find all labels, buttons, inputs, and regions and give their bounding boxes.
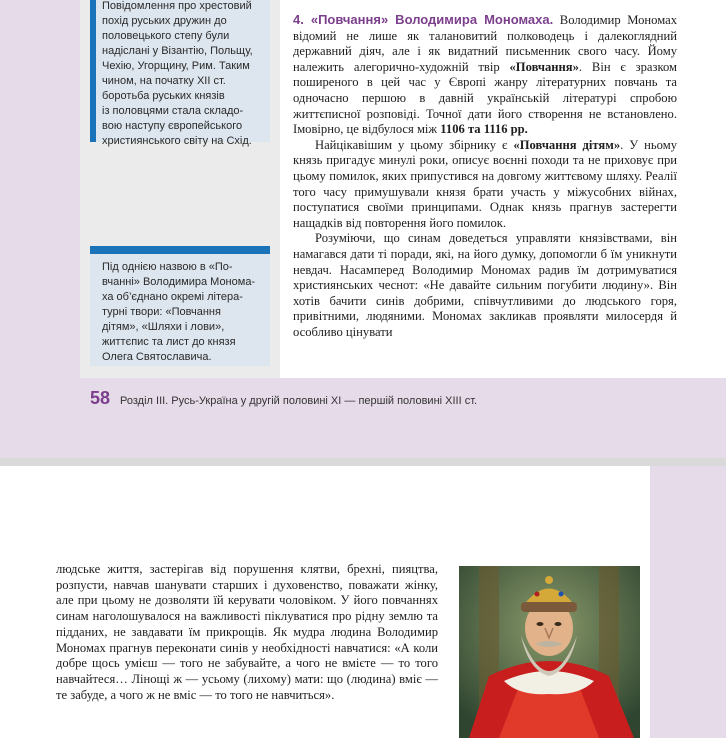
sidebar-line: життєпис та лист до князя [102, 336, 236, 348]
sidebar-line: вою наступу європейського [102, 120, 243, 132]
sidebar-note-pouchennia [90, 246, 270, 366]
text-run: . Він є зразком поширеного в цей час у Європі жанру літературних повчань та одночасно першою в давній українській літературі спробою життєписної розповіді. Точної дати його створення не встановлено. Імовірно, це відбулося між [293, 59, 677, 137]
main-text-column [293, 12, 677, 340]
page-footer [90, 388, 477, 409]
text-run: . У ньому князь пригадує минулі роки, описує воєнні походи та не приховує при цьому помилок, яких припустився на довгому життєвому шляху. Реалії того часу примушували князя брати участь у міжусобних війнах, поступатися своїми принципами. Однак князь прагнув застерегти нащадків від повторення його помилок. [293, 137, 677, 230]
sidebar-line: Олега Святославича. [102, 351, 212, 363]
sidebar-line: християнського світу на Схід. [102, 135, 252, 147]
sidebar-line: турні твори: «Повчання [102, 306, 221, 318]
sidebar-line: вчанні» Володимира Монома- [102, 276, 256, 288]
sidebar-line: боротьба руських князів [102, 90, 225, 102]
paragraph-3: Розуміючи, що синам доведеться управляти князівствами, він намагався дати ті поради, які, на його думку, допомогли б їм уникнути невдач. Насамперед Володимир Мономах радив їм дотримуватися християнських чеснот: «Не давайте сильним погубити людину». Він хотів бачити синів добрими, співчутливими до людського горя, привітними, людяними. Мономах закликав проявляти милосердя й особливо цінувати [293, 231, 677, 339]
page-separator [0, 458, 726, 466]
sidebar-line: половецького степу були [102, 30, 230, 42]
running-footer: Розділ III. Русь-Україна у другій половині XI — першій половині XIII ст. [120, 395, 478, 407]
sidebar-line: чином, на початку XII ст. [102, 75, 226, 87]
bold-term: «Повчання» [509, 59, 579, 74]
paragraph-1 [293, 12, 677, 138]
sidebar-accent-bar [90, 246, 270, 254]
sidebar-line: Під однією назвою в «По- [102, 261, 233, 273]
text-run: Найцікавішим у цьому збірнику є [315, 137, 514, 152]
sidebar-note-crusade [90, 0, 270, 147]
portrait-volodymyr-monomakh-image [459, 566, 640, 738]
sidebar-line: із половцями стала складо- [102, 105, 244, 117]
sidebar-line: надіслані у Візантію, Польщу, [102, 45, 253, 57]
sidebar-line: Повідомлення про хрестовий [102, 0, 252, 12]
sidebar-accent-bar [90, 0, 96, 142]
bold-date: 1106 та 1116 рр. [440, 122, 528, 137]
section-heading: 4. «Повчання» Володимира Мономаха. [293, 12, 554, 27]
right-margin-band [650, 466, 726, 738]
left-margin-band [0, 0, 80, 458]
paragraph-continued: людське життя, застерігав від порушення клятви, брехні, пияцтва, розпусти, навчав шанувати старших і духовенство, поважати жінку, але при цьому не дозволяти їй керувати чоловіком. У його повчаннях синам наголошувалося на важливості піклуватися про рідну землю та підданих, не завдавати їм прикрощів. Як мудра людина Володимир Мономах прагнув переконати синів у необхідності навчатися: «А коли добре щось умієш — того не забувайте, а чого не вмієте — то того навчайтеся… Лінощі ж — усьому (лихому) мати: що (людина) вміє — те забуде, а чого ж не вміс — то того не навчиться». [56, 562, 438, 702]
sidebar-line: похід руських дружин до [102, 15, 227, 27]
sidebar-line: Чехію, Угорщину, Рим. Таким [102, 60, 250, 72]
continued-text-column [56, 562, 438, 703]
paragraph-2 [293, 138, 677, 232]
text-run: Володимир Мономах відомий не лише як талановитий полководець і далекоглядний державний діяч, але і як видатний письменник свого часу. Йому належить алегорично-художній твір [293, 13, 677, 74]
page-59 [0, 466, 726, 738]
bold-term: «Повчання дітям» [513, 137, 621, 152]
sidebar-line: ха об’єднано окремі літера- [102, 291, 243, 303]
portrait-icon [459, 566, 640, 738]
page-number: 58 [90, 388, 111, 408]
sidebar-line: дітям», «Шляхи і лови», [102, 321, 225, 333]
